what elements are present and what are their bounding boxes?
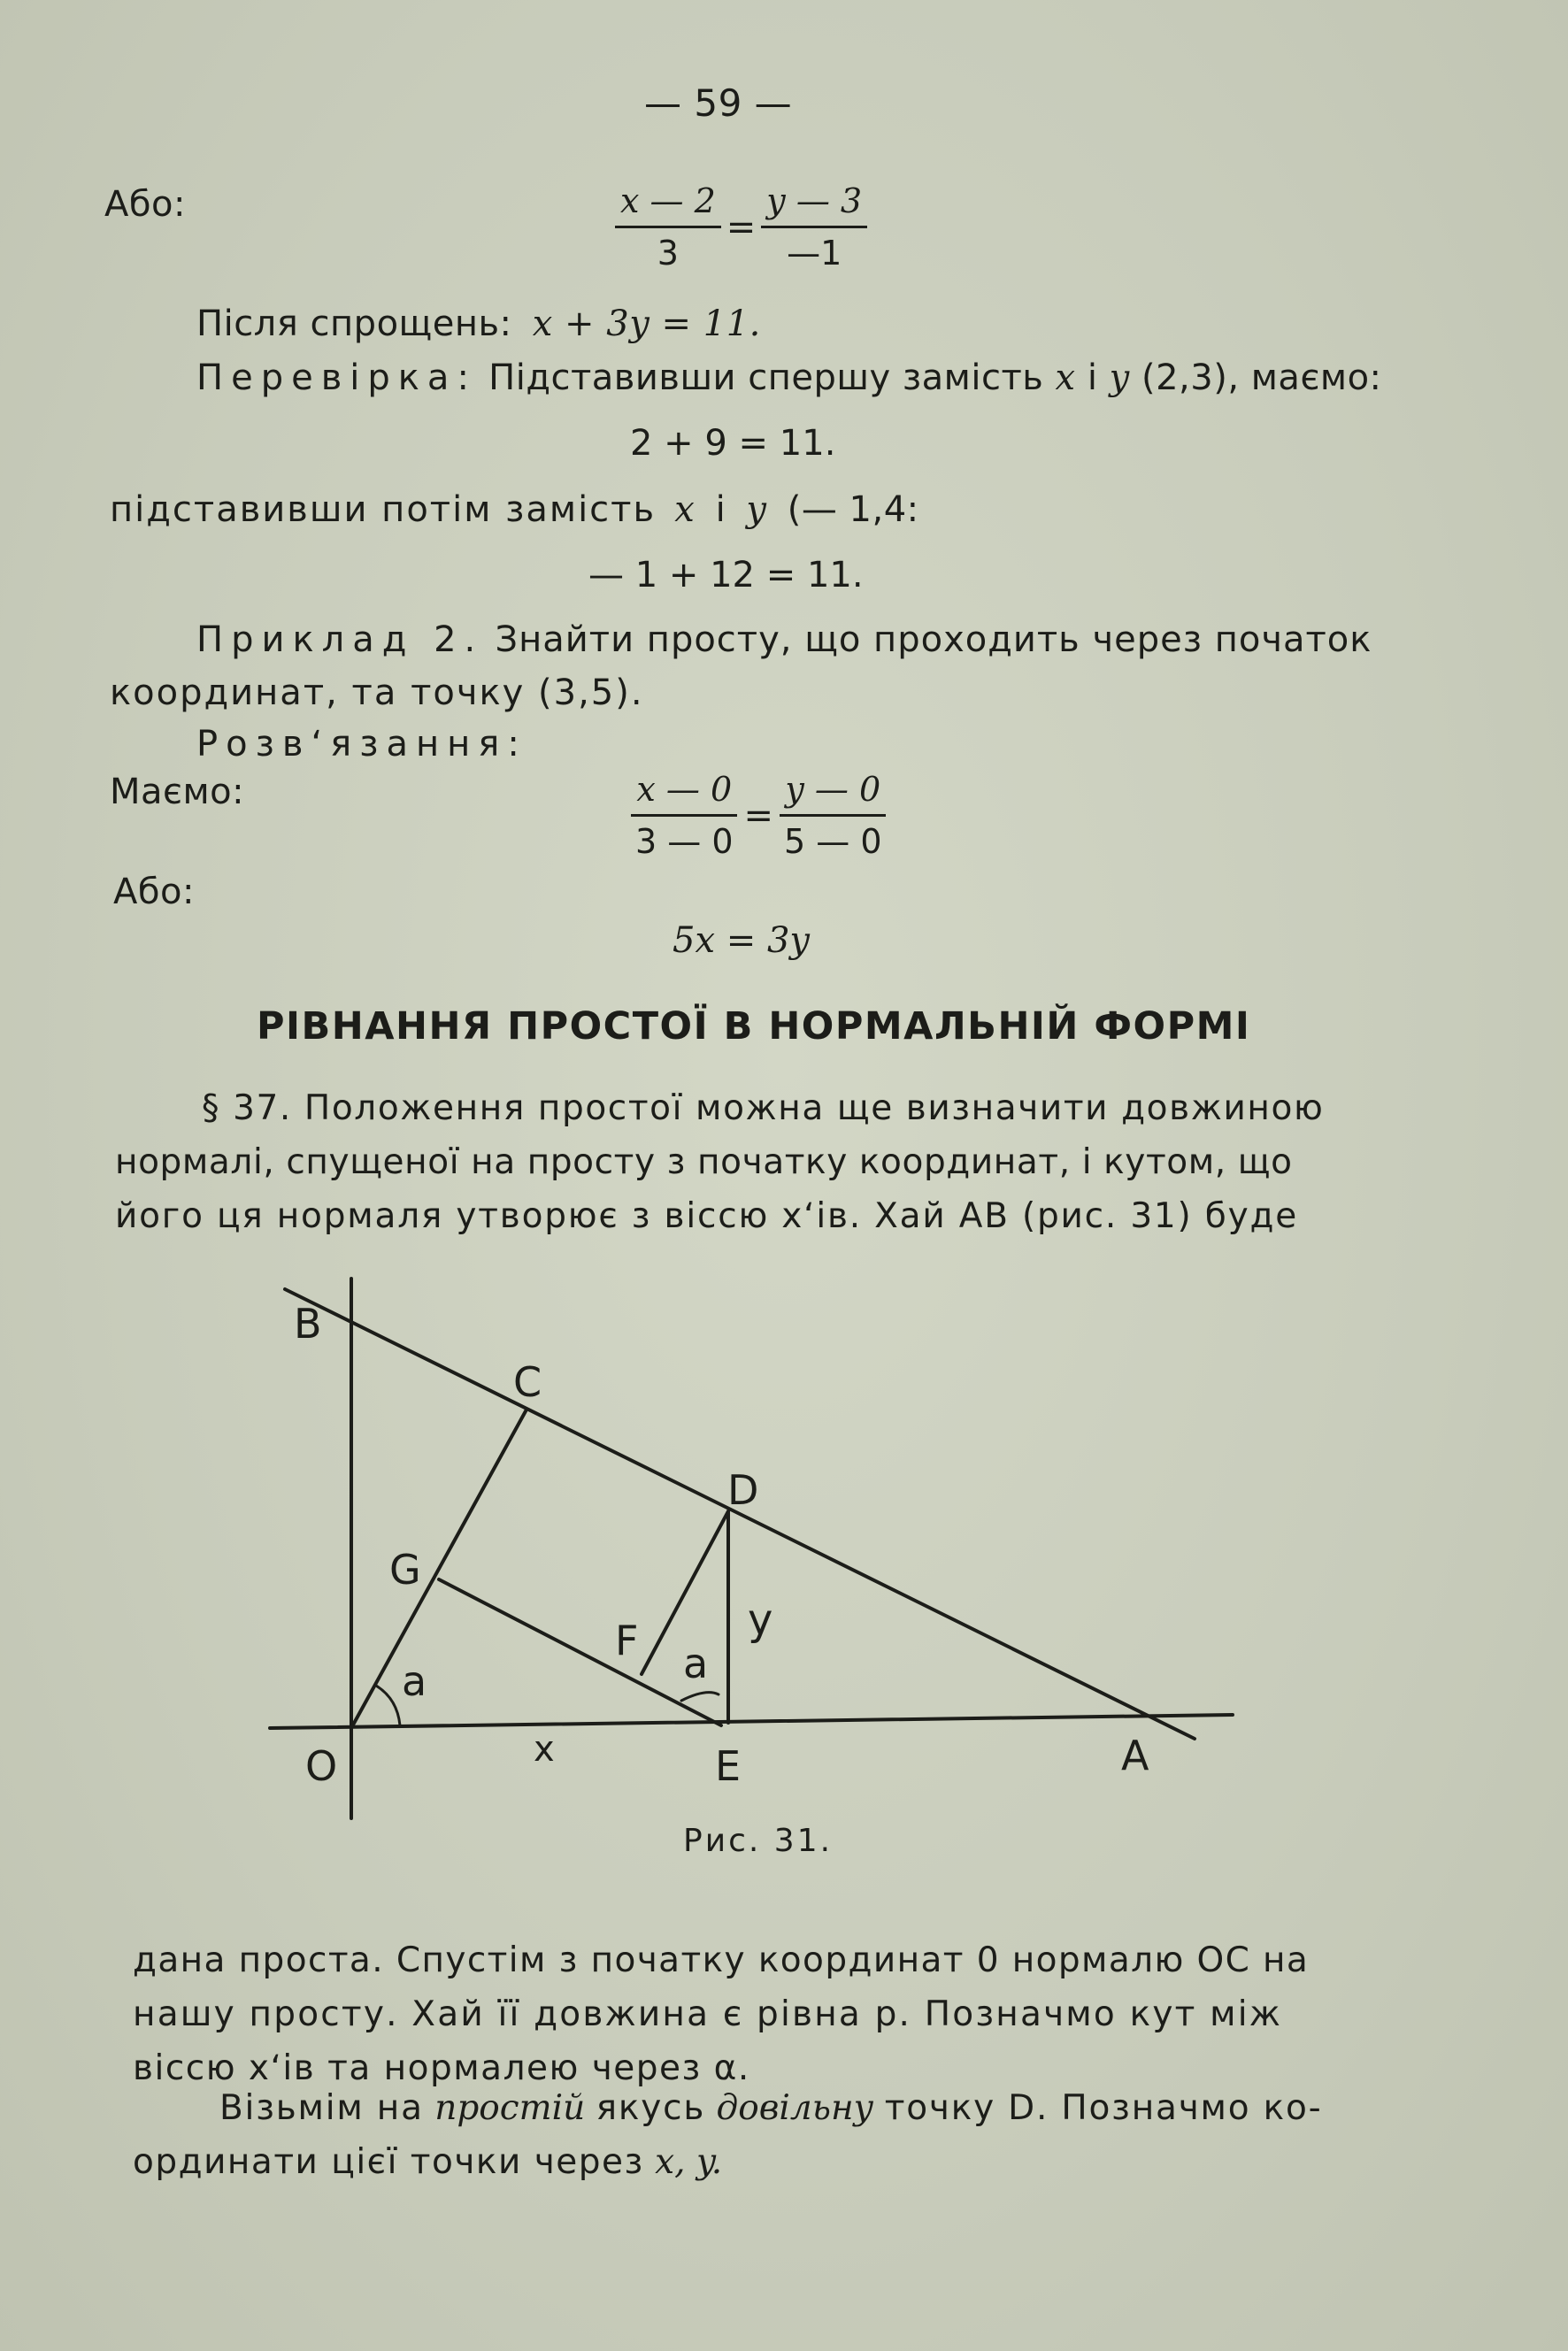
fraction-numerator: y — 0	[780, 770, 886, 817]
fraction-denominator: 5 — 0	[784, 822, 882, 861]
check-label: Перевірка:	[196, 357, 477, 398]
solution-label: Розв‘язання:	[196, 724, 527, 764]
check-text-end: (2,3), маємо:	[1141, 357, 1382, 398]
paragraph-last	[133, 2081, 1389, 2189]
paragraph-after-figure	[133, 1933, 1380, 2095]
figure-31	[265, 1265, 1257, 1885]
label-D: D	[727, 1466, 759, 1514]
text-run: точку D. Позначмо ко-	[884, 2088, 1323, 2128]
label-O: O	[305, 1742, 338, 1790]
paragraph-line: його ця нормаля утворює з віссю x‘ів. Хай АВ (рис. 31) буде	[115, 1196, 1299, 1236]
text-run: ординати цієї точки через	[133, 2142, 644, 2182]
emphasis: довільну	[716, 2088, 874, 2128]
paragraph-line: віссю x‘ів та нормалею через α.	[133, 2048, 750, 2088]
abo-label: Або:	[104, 184, 186, 225]
simplified-prefix: Після спрощень:	[196, 303, 512, 344]
origin-line-result: 5x = 3y	[673, 920, 810, 961]
check-line-2	[110, 489, 919, 530]
equals-sign: =	[743, 795, 774, 836]
emphasis: x, y.	[655, 2142, 723, 2182]
conj-i: і	[1087, 357, 1098, 398]
abo-label-2: Або:	[113, 872, 195, 912]
check-line	[196, 357, 1382, 398]
label-x: x	[534, 1729, 555, 1770]
section-heading: РІВНАННЯ ПРОСТОЇ В НОРМАЛЬНІЙ ФОРМІ	[257, 1004, 1251, 1049]
var-y: y	[746, 489, 767, 530]
example-text: Знайти просту, що проходить через початок	[495, 619, 1372, 660]
conj-i: і	[715, 489, 726, 530]
paragraph-line: нормалі, спущеної на просту з початку координат, і кутом, що	[115, 1142, 1293, 1182]
label-alpha-E: a	[683, 1640, 709, 1687]
figure-caption: Рис. 31.	[683, 1823, 834, 1859]
maemo-label: Маємо:	[110, 772, 245, 812]
text-run: Візьмім на	[219, 2088, 424, 2128]
paragraph-line: нашу просту. Хай її довжина є рівна p. Позначмо кут між	[133, 1994, 1283, 2034]
fraction-numerator: x — 2	[615, 181, 721, 228]
check-text: Підставивши спершу замість	[488, 357, 1044, 398]
simplified-line	[196, 303, 761, 344]
paragraph-line: дана проста. Спустім з початку координат 0 нормалю ОС на	[133, 1940, 1310, 1980]
check-equation-1: 2 + 9 = 11.	[630, 423, 836, 464]
equation-origin-line	[630, 770, 888, 861]
equation-two-point	[615, 181, 867, 273]
paragraph-line	[133, 2135, 1389, 2189]
fraction-numerator: y — 3	[761, 181, 867, 228]
var-y: y	[1109, 357, 1130, 398]
var-x: x	[1055, 357, 1076, 398]
label-alpha-O: a	[402, 1657, 427, 1705]
paragraph-line: § 37. Положення простої можна ще визначити довжиною	[202, 1088, 1325, 1128]
label-G: G	[389, 1546, 421, 1594]
fraction-denominator: 3	[657, 234, 679, 273]
angle-arc-E	[681, 1693, 719, 1701]
page-number: — 59 —	[644, 81, 793, 125]
check2-text: підставивши потім замість	[110, 489, 657, 530]
label-B: B	[294, 1300, 322, 1348]
label-F: F	[615, 1617, 639, 1664]
equals-sign: =	[726, 206, 757, 248]
paragraph-line	[133, 2081, 1389, 2135]
label-A: A	[1121, 1732, 1149, 1779]
label-E: E	[715, 1742, 742, 1790]
simplified-formula: x + 3y = 11.	[532, 303, 761, 344]
fraction-denominator: 3 — 0	[635, 822, 734, 861]
x-axis	[270, 1715, 1233, 1728]
label-y: y	[748, 1595, 773, 1645]
paragraph-37	[115, 1081, 1363, 1243]
example-2-line-1	[196, 619, 1372, 660]
angle-arc-O	[376, 1686, 400, 1725]
text-run: якусь	[596, 2088, 706, 2128]
emphasis: простій	[434, 2088, 586, 2128]
var-x: x	[674, 489, 696, 530]
example-label: Приклад 2.	[196, 619, 484, 660]
example-2-line-2: координат, та точку (3,5).	[110, 672, 644, 713]
normal-OC	[351, 1410, 527, 1728]
check-equation-2: — 1 + 12 = 11.	[588, 555, 864, 595]
fraction-numerator: x — 0	[631, 770, 737, 817]
check2-text-end: (— 1,4:	[787, 489, 919, 530]
label-C: C	[513, 1358, 542, 1406]
fraction-denominator: —1	[787, 234, 842, 273]
